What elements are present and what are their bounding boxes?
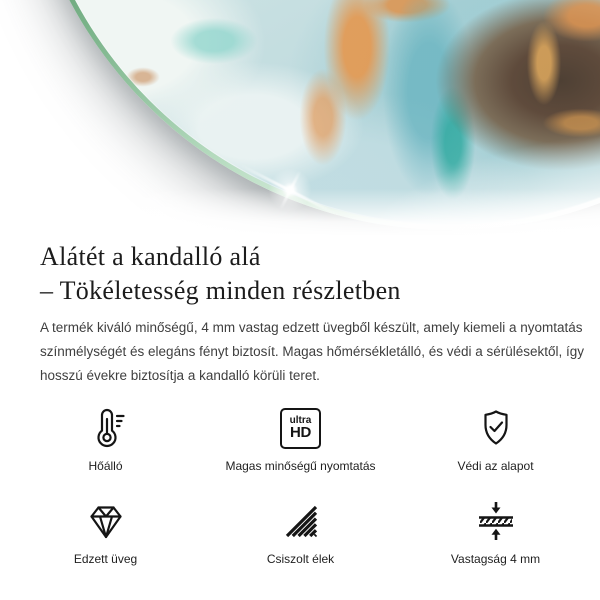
features-grid [8,406,560,566]
ultra-hd-icon [280,406,321,450]
feature-label: Edzett üveg [73,552,138,566]
ultra-hd-badge-top: ultra [289,415,312,426]
feature-protects-base [398,406,593,473]
feature-thickness-4mm [398,499,593,566]
shield-check-icon [474,406,518,450]
feature-label: Védi az alapot [457,459,534,473]
feature-label: Hőálló [88,459,123,473]
description-line: A termék kiváló minőségű, 4 mm vastag edzett üvegből készült, amely kiemeli a nyomtatás [40,320,583,335]
description-line: hosszú évekre biztosítja a kandalló körüli teret. [40,368,320,383]
title-line-2: – Tökéletesség minden részletben [40,276,401,305]
feature-heat-resistant [8,406,203,473]
product-photo [0,0,600,236]
feature-label: Vastagság 4 mm [450,552,541,566]
page-title [40,240,560,308]
ultra-hd-badge-bottom: HD [289,424,312,441]
description-line: színmélységét és elegáns fényt biztosít. Magas hőmérsékletálló, és védi a sérülésektől, így [40,344,585,359]
title-line-1: Alátét a kandalló alá [40,242,261,271]
polished-edges-icon [279,499,323,543]
diamond-icon [84,499,128,543]
feature-label: Csiszolt élek [266,552,335,566]
feature-tempered-glass [8,499,203,566]
feature-high-quality-print [203,406,398,473]
marble-print [25,0,600,225]
glass-disc [20,0,600,230]
product-description [40,316,585,388]
feature-label: Magas minőségű nyomtatás [225,459,376,473]
feature-polished-edges [203,499,398,566]
thermometer-icon [84,406,128,450]
thickness-compress-icon [474,499,518,543]
content-section [0,236,600,566]
